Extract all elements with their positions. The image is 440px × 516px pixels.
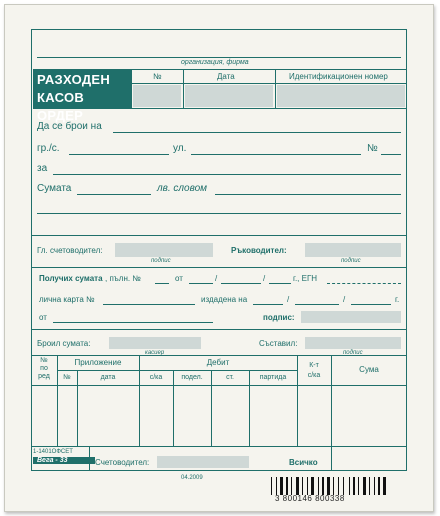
year-egn-label: г., ЕГН: [293, 274, 318, 283]
barcode-bar: [331, 477, 332, 495]
col-divider-3: [139, 355, 140, 447]
from-2-label: от: [39, 313, 47, 322]
barcode-bar: [349, 477, 350, 495]
form-sheet: [4, 4, 434, 512]
issued-month-line: [295, 304, 339, 305]
for-line: [53, 174, 401, 175]
header-input-number: [133, 85, 181, 107]
col-sum-header: Сума: [359, 365, 379, 374]
barcode-bar: [383, 477, 386, 495]
amount-words-line-2: [37, 213, 401, 214]
barcode-bar: [271, 477, 272, 495]
year-label: г.: [395, 295, 400, 304]
organization-caption: организация, фирма: [181, 59, 249, 66]
barcode-bar: [309, 477, 310, 495]
col-divider-4: [173, 370, 174, 447]
barcode-digits: 3 800146 800338: [275, 494, 345, 503]
barcode-bar: [280, 477, 283, 495]
title-line-2: КАСОВ ОРДЕР: [37, 90, 85, 123]
footer-divider: [89, 447, 90, 471]
from-year-line: [269, 283, 291, 284]
barcode-bar: [273, 477, 275, 495]
barcode-bar: [351, 477, 352, 495]
barcode-bar: [302, 477, 303, 495]
date-slash-4: /: [343, 295, 346, 304]
barcode-bar: [284, 477, 285, 495]
col-no-header: [31, 357, 57, 381]
brand-text: Вега - 33: [37, 457, 68, 464]
chief-accountant-label: Гл. счетоводител:: [37, 246, 103, 255]
chief-accountant-signature-box: [115, 243, 213, 257]
barcode-bar: [345, 477, 348, 495]
header-divider-1: [183, 69, 184, 109]
barcode-bar: [276, 477, 277, 495]
date-slash-3: /: [287, 295, 290, 304]
number-label: №: [367, 143, 378, 154]
header-number: №: [153, 72, 162, 81]
barcode-bar: [353, 477, 355, 495]
barcode-bar: [327, 477, 330, 495]
barcode-bar: [340, 477, 342, 495]
issued-year-line: [351, 304, 391, 305]
col-divider-1: [57, 355, 58, 447]
barcode-bar: [286, 477, 288, 495]
from-label: от: [175, 274, 183, 283]
barcode-bar: [360, 477, 362, 495]
col-partida-header: партида: [259, 374, 287, 381]
issued-day-line: [253, 304, 283, 305]
col-att-date-header: дата: [100, 374, 116, 381]
city-line: [69, 154, 169, 155]
barcode-bar: [278, 477, 279, 495]
barcode-bar: [304, 477, 306, 495]
col-no-line3: ред: [38, 373, 50, 380]
paid-label: Броил сумата:: [37, 339, 91, 348]
brand-label: [33, 457, 95, 464]
full-number-line: [155, 283, 169, 284]
full-number-label: , пълн. №: [105, 274, 141, 283]
total-label: Всичко: [289, 458, 318, 467]
barcode-bar: [296, 477, 299, 495]
printer-mark: 1-1401ОФСЕТ: [33, 449, 73, 455]
title-line-1: РАЗХОДЕН: [37, 72, 111, 87]
header-divider-2: [275, 69, 276, 109]
amount-words-line: [215, 194, 401, 195]
manager-signature-box: [305, 243, 401, 257]
barcode-bar: [320, 477, 321, 495]
col-divider-6: [249, 370, 250, 447]
barcode-bar: [315, 477, 317, 495]
amount-line: [77, 194, 151, 195]
from-2-line: [53, 322, 213, 323]
col-kt-line2: с/ка: [307, 372, 321, 379]
accountant-label: Счетоводител:: [95, 458, 150, 467]
col-divider-2: [77, 370, 78, 447]
table-header-bottom: [31, 385, 407, 386]
barcode-bar: [322, 477, 324, 495]
barcode-bar: [367, 477, 368, 495]
barcode-bar: [293, 477, 295, 495]
compiler-signature-caption: подпис: [343, 350, 363, 356]
table-header-mid: [57, 370, 297, 371]
from-day-line: [189, 283, 213, 284]
barcode-bar: [358, 477, 359, 495]
manager-label: Ръководител:: [231, 246, 287, 255]
barcode-bar: [325, 477, 326, 495]
col-attachment-header: Приложение: [74, 358, 122, 367]
barcode: [271, 475, 411, 495]
amount-words-label: лв. словом: [157, 183, 208, 194]
print-date: 04.2009: [181, 475, 203, 481]
barcode-bar: [307, 477, 308, 495]
header-date: Дата: [217, 72, 235, 81]
col-divider-5: [211, 370, 212, 447]
barcode-bar: [318, 477, 319, 495]
barcode-bar: [363, 477, 366, 495]
chief-accountant-signature-caption: подпис: [151, 258, 171, 264]
date-slash-1: /: [215, 274, 218, 283]
cashier-section-top: [31, 329, 407, 330]
city-label: гр./с.: [37, 143, 60, 154]
barcode-bar: [333, 477, 334, 495]
col-no-line2: по: [40, 365, 48, 372]
barcode-bar: [376, 477, 377, 495]
for-label: за: [37, 163, 48, 174]
col-st-header: ст.: [226, 374, 234, 381]
accountant-signature-box: [157, 456, 249, 468]
barcode-bar: [300, 477, 301, 495]
header-input-id: [277, 85, 405, 107]
recipient-signature-box: [301, 311, 401, 323]
manager-signature-caption: подпис: [341, 258, 361, 264]
barcode-bar: [378, 477, 380, 495]
col-kt-header: [297, 361, 331, 381]
form-title: [33, 69, 131, 123]
signature-label: подпис:: [263, 313, 295, 322]
date-slash-2: /: [263, 274, 266, 283]
barcode-bar: [343, 477, 344, 495]
cashier-signature-box: [109, 337, 201, 349]
from-month-line: [221, 283, 261, 284]
organization-line: [37, 57, 401, 58]
barcode-bar: [335, 477, 337, 495]
barcode-bar: [356, 477, 357, 495]
id-card-label: лична карта №: [39, 295, 95, 304]
signature-section-top: [31, 235, 407, 236]
barcode-bar: [374, 477, 375, 495]
barcode-bar: [311, 477, 314, 495]
pay-to-line: [113, 132, 401, 133]
barcode-bar: [338, 477, 339, 495]
cashier-caption: касиер: [145, 350, 165, 356]
street-line: [191, 154, 361, 155]
receipt-section-top: [31, 267, 407, 268]
barcode-bar: [371, 477, 373, 495]
street-label: ул.: [173, 143, 187, 154]
number-line: [381, 154, 401, 155]
barcode-bar: [369, 477, 370, 495]
header-id-number: Идентификационен номер: [289, 72, 388, 81]
compiled-label: Съставил:: [259, 339, 298, 348]
col-kt-line1: К-т: [309, 362, 319, 369]
barcode-bar: [381, 477, 382, 495]
compiler-signature-box: [305, 337, 401, 349]
barcode-bar: [291, 477, 292, 495]
issued-on-label: издадена на: [201, 295, 248, 304]
egn-line: [327, 283, 401, 284]
col-att-no-header: №: [63, 374, 71, 381]
total-divider: [331, 447, 332, 471]
col-podel-header: подел.: [181, 374, 203, 381]
header-row-divider: [131, 83, 407, 84]
received-label: Получих сумата: [39, 274, 103, 283]
pay-to-label: Да се брои на: [37, 121, 102, 132]
header-input-date: [185, 85, 273, 107]
col-debit-header: Дебит: [206, 358, 230, 367]
col-sa-header: с/ка: [149, 374, 163, 381]
id-card-line: [103, 304, 195, 305]
amount-label: Сумата: [37, 183, 72, 194]
barcode-bar: [289, 477, 290, 495]
col-no-line1: №: [40, 357, 48, 364]
